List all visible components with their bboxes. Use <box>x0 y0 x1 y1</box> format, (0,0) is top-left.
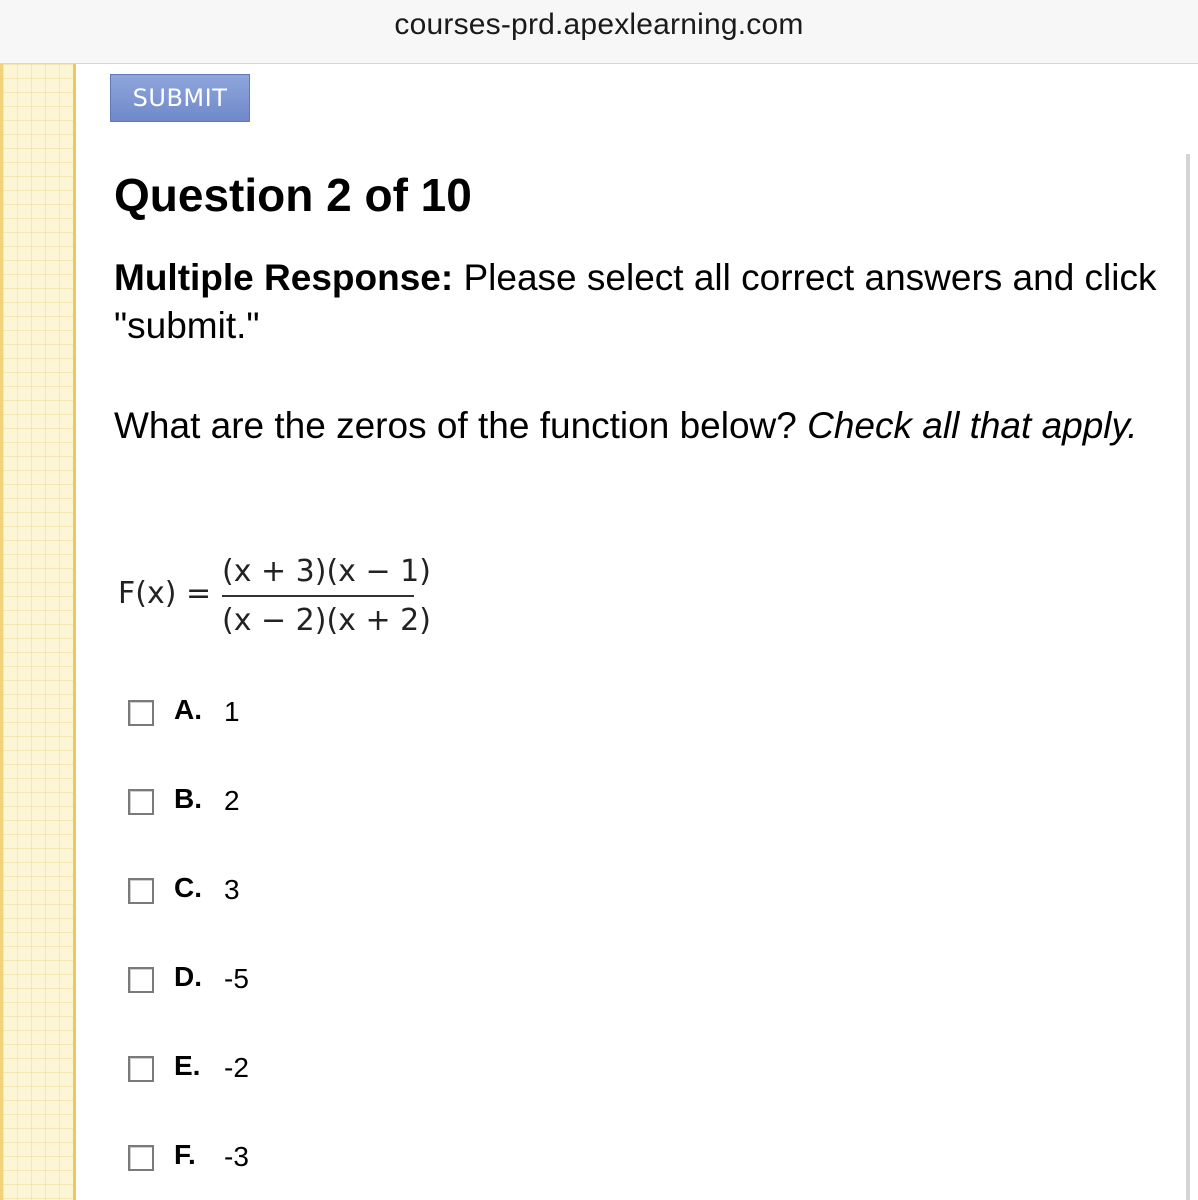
prompt-emphasis: Check all that apply. <box>807 405 1138 446</box>
checkbox-a[interactable] <box>128 700 154 726</box>
checkbox-d[interactable] <box>128 967 154 993</box>
option-letter: B. <box>174 783 202 814</box>
url-text[interactable]: courses-prd.apexlearning.com <box>394 8 804 41</box>
formula-numerator: (x + 3)(x − 1) <box>222 554 431 589</box>
checkbox-b[interactable] <box>128 789 154 815</box>
checkbox-f[interactable] <box>128 1145 154 1171</box>
option-letter: E. <box>174 1050 201 1081</box>
browser-url-bar[interactable] <box>0 0 1198 64</box>
question-prompt <box>114 402 1164 450</box>
instruction-text: Please select all correct answers and click "submit." <box>114 257 1157 346</box>
option-letter: D. <box>174 961 202 992</box>
instruction-label: Multiple Response: <box>114 257 454 298</box>
question-heading: Question 2 of 10 <box>114 169 472 221</box>
formula-denominator: (x − 2)(x + 2) <box>222 603 431 638</box>
checkbox-c[interactable] <box>128 878 154 904</box>
option-value: -2 <box>224 1052 249 1083</box>
sidebar-divider <box>73 64 76 1200</box>
option-value: -3 <box>224 1141 249 1172</box>
option-value: 1 <box>224 696 240 727</box>
option-letter: C. <box>174 872 202 903</box>
option-value: 2 <box>224 785 240 816</box>
prompt-text: What are the zeros of the function below? <box>114 405 808 446</box>
option-value: -5 <box>224 963 249 994</box>
question-instructions <box>114 254 1164 350</box>
option-letter: A. <box>174 694 202 725</box>
submit-button[interactable]: SUBMIT <box>110 74 250 122</box>
left-sidebar-rail <box>0 64 74 1200</box>
fraction-bar <box>222 595 414 597</box>
option-letter: F. <box>174 1139 196 1170</box>
option-value: 3 <box>224 874 240 905</box>
checkbox-e[interactable] <box>128 1056 154 1082</box>
formula-fraction <box>222 554 431 638</box>
formula-lhs: F(x) = <box>118 576 212 611</box>
content-scroll-edge[interactable] <box>1186 154 1190 1200</box>
